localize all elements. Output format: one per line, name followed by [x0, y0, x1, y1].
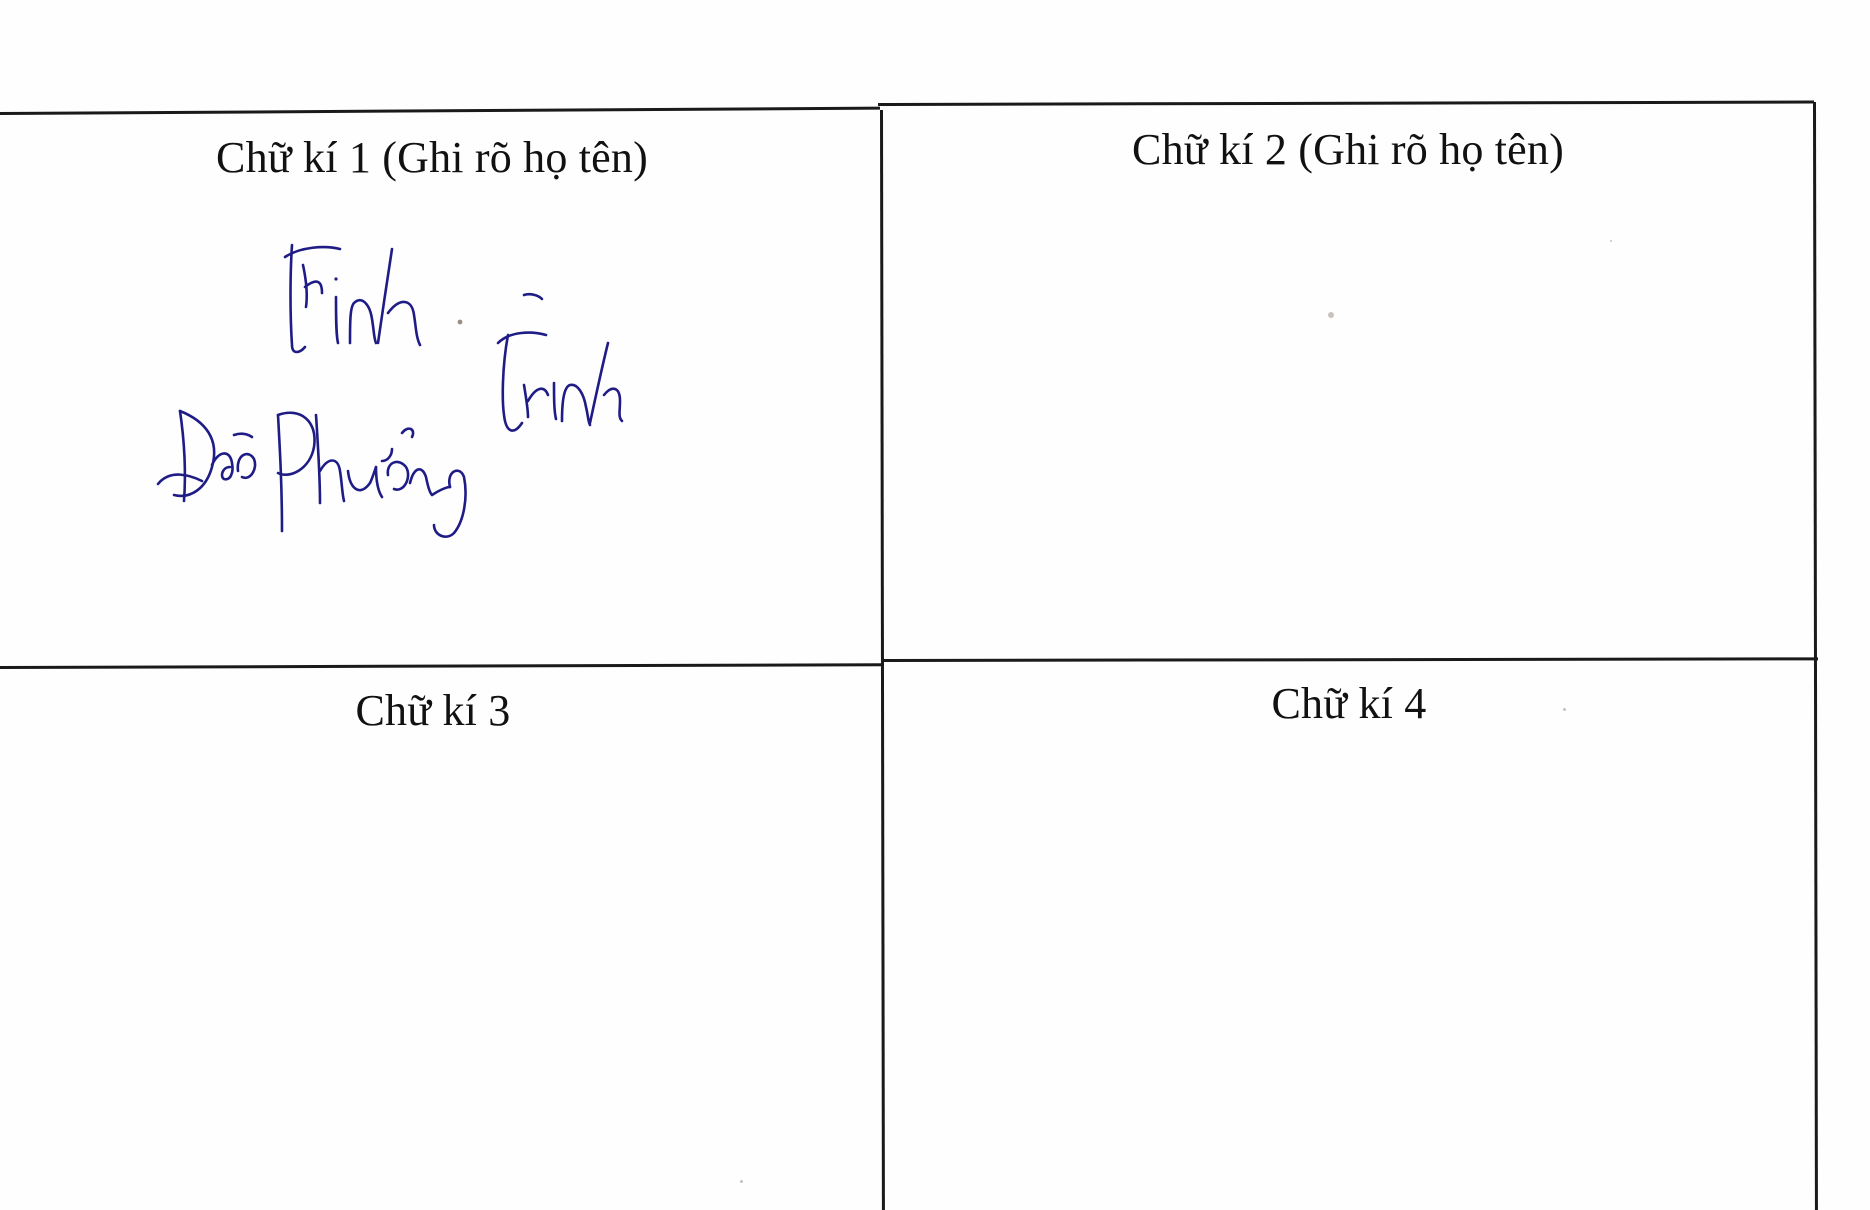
signature-2-title: Chữ kí 2 (Ghi rõ họ tên) [1132, 125, 1564, 174]
table-right-border [1813, 102, 1818, 1210]
table-top-border-right [878, 101, 1814, 106]
table-middle-border [0, 663, 884, 669]
scan-speck [740, 1180, 743, 1183]
table-top-border [0, 107, 880, 115]
signature-4-title: Chữ kí 4 [1271, 679, 1427, 728]
signature-1-title: Chữ kí 1 (Ghi rõ họ tên) [216, 133, 648, 182]
scan-speck [1563, 708, 1566, 711]
signature-3-title: Chữ kí 3 [355, 686, 511, 735]
scan-speck [1328, 312, 1334, 318]
handwritten-signature [150, 235, 770, 535]
table-middle-border-right [882, 657, 1818, 662]
scan-speck [1610, 240, 1612, 242]
